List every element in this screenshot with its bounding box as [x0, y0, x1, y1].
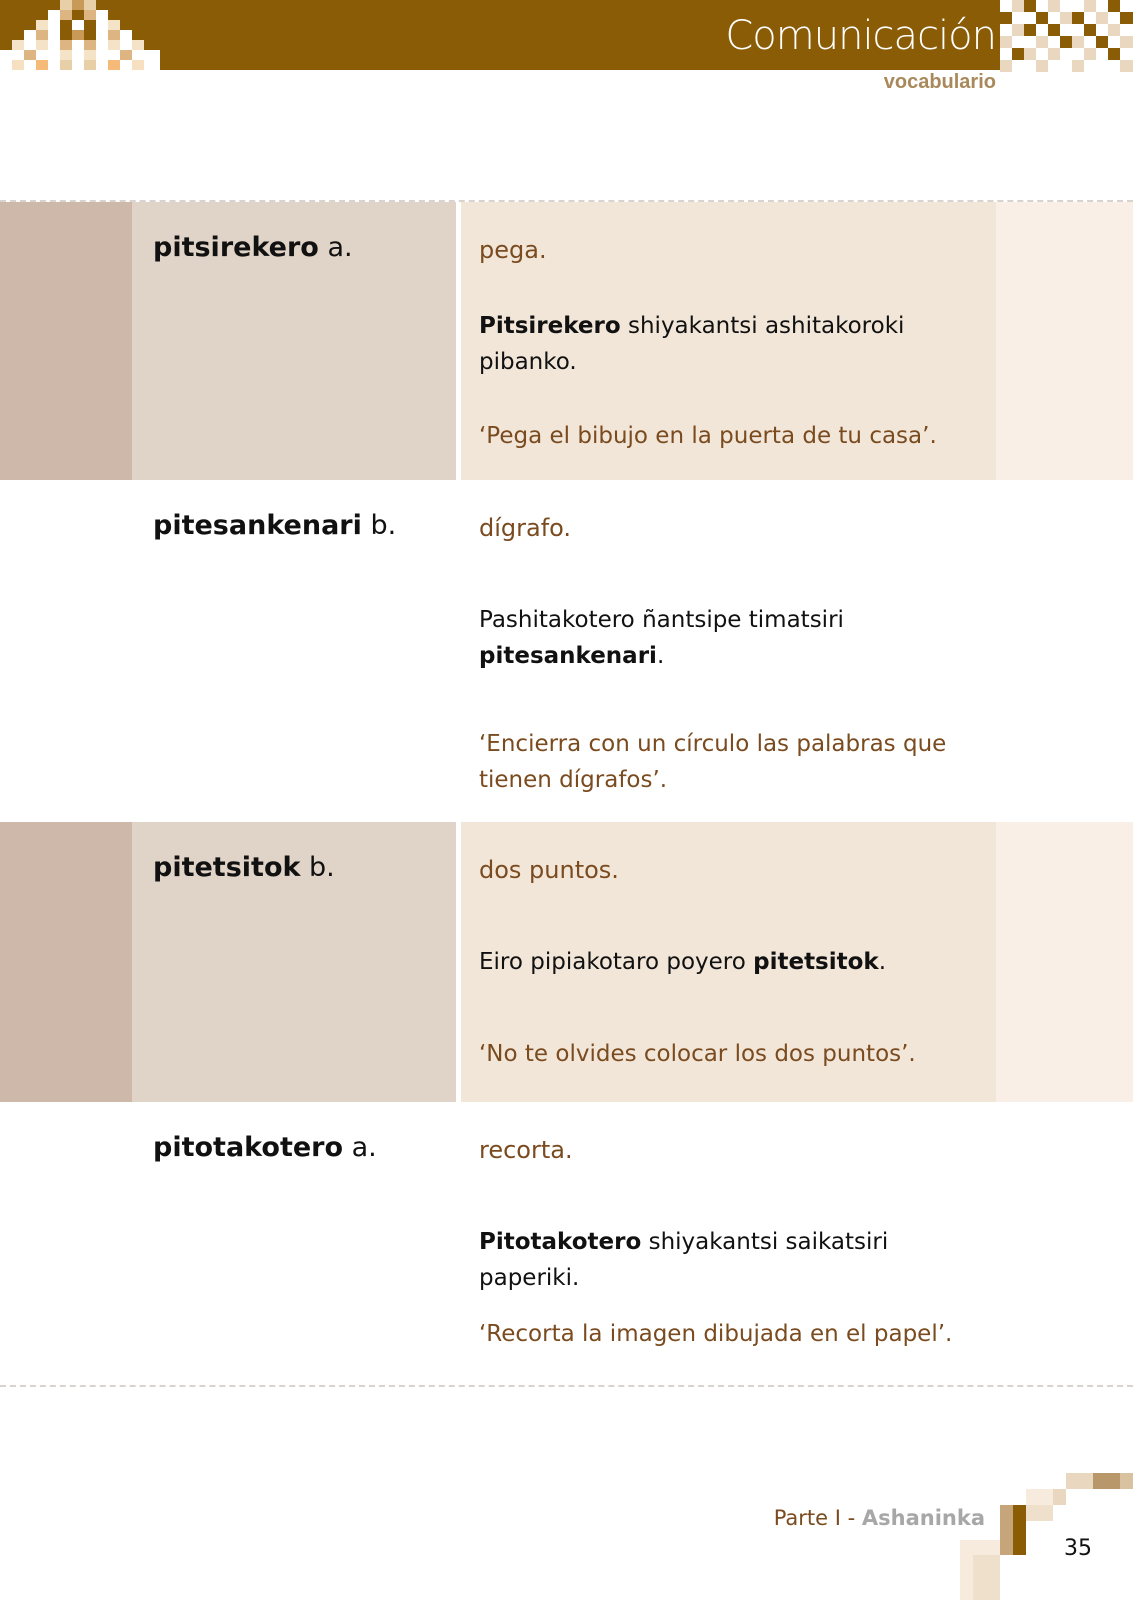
entry-example: Pitsirekero shiyakantsi ashitakoroki pibanko.	[479, 313, 905, 375]
entry-definition: dos puntos.	[479, 856, 619, 884]
vocabulary-entry	[0, 202, 1133, 480]
entry-example: Pashitakotero ñantsipe timatsiri pitesankenari.	[479, 607, 844, 669]
bottom-dashed-divider	[0, 1385, 1133, 1387]
footer-part-label: Parte I - Ashaninka	[773, 1506, 985, 1530]
entry-definition: dígrafo.	[479, 514, 572, 542]
entry-example: Eiro pipiakotaro poyero pitetsitok.	[479, 949, 887, 975]
header-pattern-left-decoration	[0, 0, 160, 70]
entry-translation: ‘Encierra con un círculo las palabras que tienen dígrafos’.	[479, 731, 947, 793]
entry-headword: pitesankenari b.	[153, 510, 397, 541]
entry-headword: pitsirekero a.	[153, 232, 353, 263]
section-subtitle: vocabulario	[883, 71, 996, 93]
entry-example: Pitotakotero shiyakantsi saikatsiri paperiki.	[479, 1229, 889, 1291]
header-pattern-right-decoration	[1000, 0, 1133, 72]
entry-headword: pitotakotero a.	[153, 1132, 377, 1163]
entry-translation: ‘No te olvides colocar los dos puntos’.	[479, 1041, 916, 1067]
footer-pattern-decoration	[933, 1470, 1133, 1600]
page-number: 35	[1064, 1536, 1092, 1561]
entry-definition: pega.	[479, 236, 547, 264]
entry-translation: ‘Recorta la imagen dibujada en el papel’.	[479, 1321, 953, 1347]
footer-language: Ashaninka	[861, 1506, 985, 1530]
entry-translation: ‘Pega el bibujo en la puerta de tu casa’.	[479, 423, 937, 449]
section-title: Comunicación	[725, 13, 996, 59]
vocabulary-entry	[0, 822, 1133, 1102]
entry-headword: pitetsitok b.	[153, 852, 335, 883]
vocabulary-entry	[0, 480, 1133, 822]
entry-definition: recorta.	[479, 1136, 573, 1164]
vocabulary-entry	[0, 1102, 1133, 1382]
